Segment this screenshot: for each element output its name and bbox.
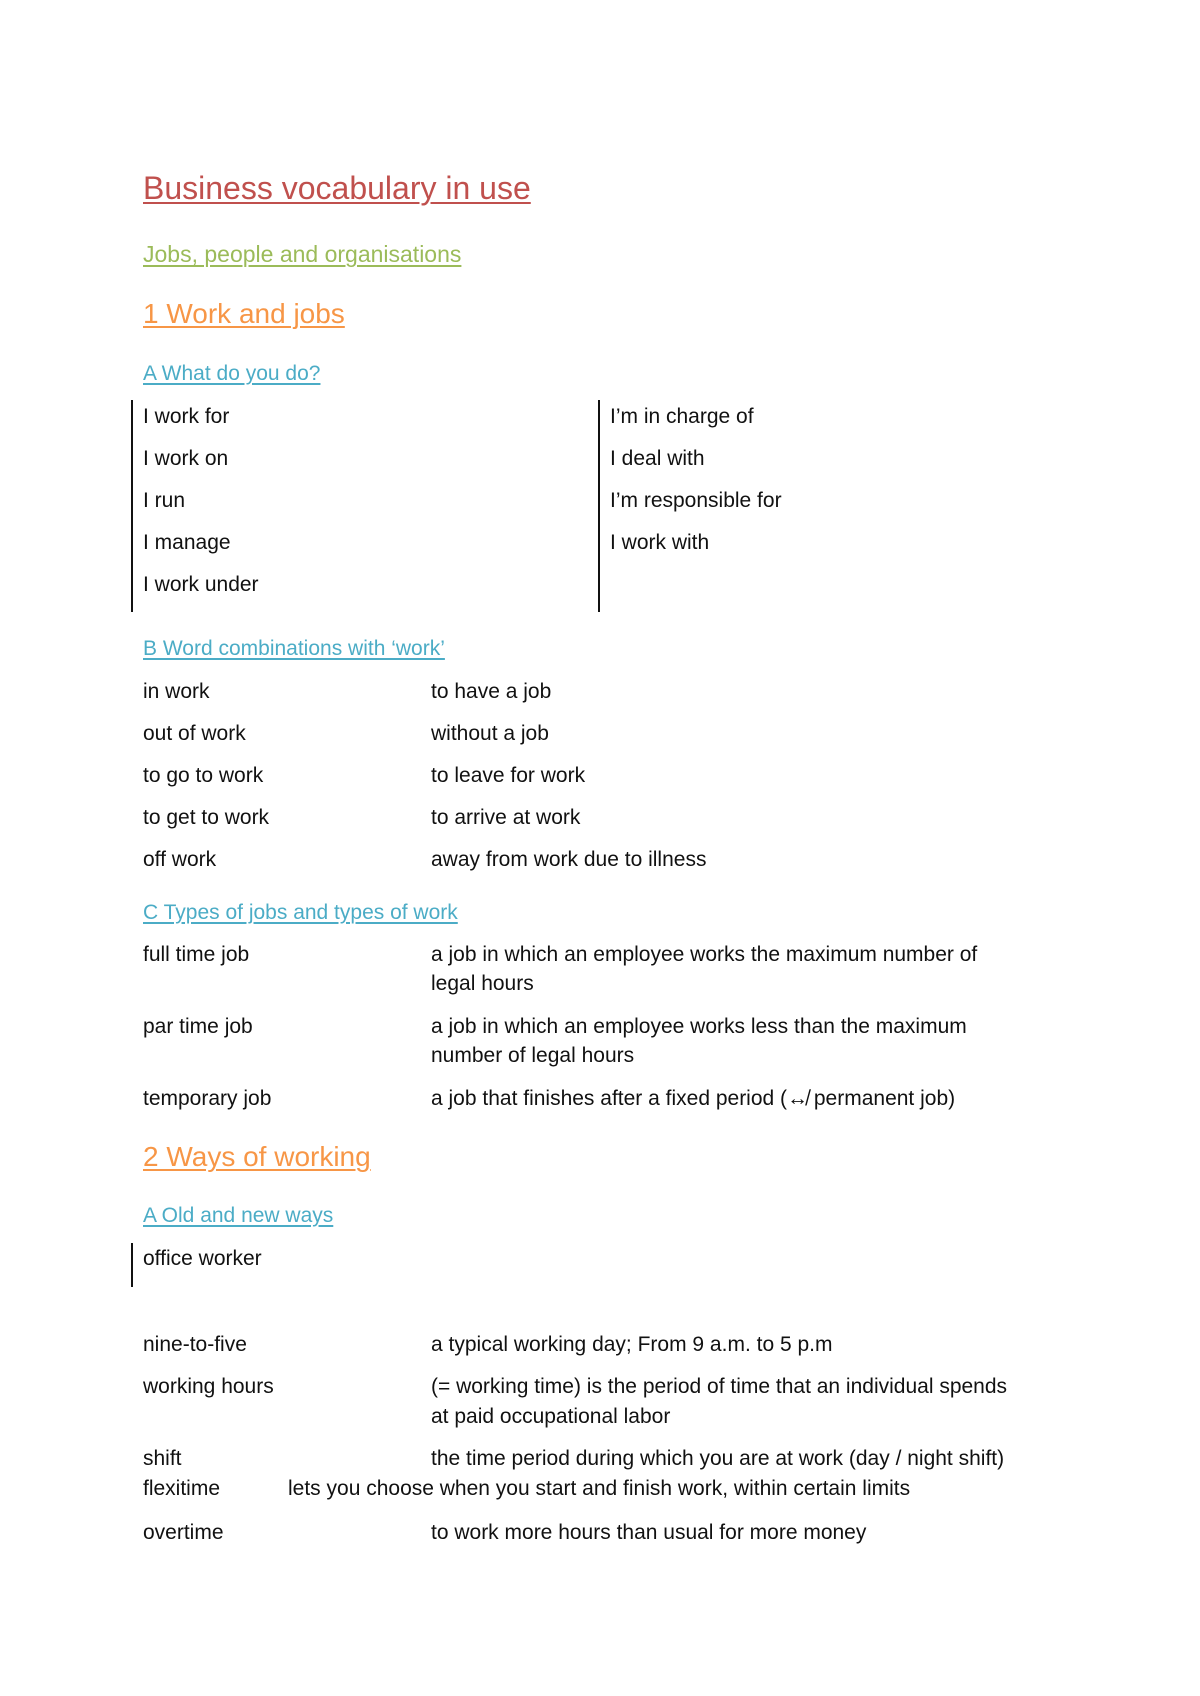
term: nine-to-five [143, 1333, 247, 1356]
definition: a job that finishes after a fixed period (↮ permanent job) [431, 1087, 956, 1110]
definition: without a job [431, 722, 549, 745]
definition: away from work due to illness [431, 848, 707, 871]
document-title: Business vocabulary in use [143, 170, 531, 206]
term: shift [143, 1447, 182, 1470]
term: off work [143, 848, 217, 871]
phrase-item: I work with [610, 531, 710, 554]
definition-continued: legal hours [431, 972, 534, 995]
phrase-item: I manage [143, 531, 231, 554]
definition-continued: number of legal hours [431, 1044, 635, 1067]
section2-a-heading: A Old and new ways [143, 1204, 334, 1227]
phrase-item: I’m in charge of [610, 405, 754, 428]
term: full time job [143, 943, 250, 966]
term: in work [143, 680, 210, 703]
definition: (= working time) is the period of time that an individual spends [431, 1375, 1008, 1398]
definition-continued: at paid occupational labor [431, 1405, 671, 1428]
term: to get to work [143, 806, 270, 829]
phrase-item: I deal with [610, 447, 705, 470]
term: to go to work [143, 764, 264, 787]
document-subtitle: Jobs, people and organisations [143, 241, 462, 267]
term: par time job [143, 1015, 253, 1038]
phrase-item: I work under [143, 573, 259, 596]
term: flexitime [143, 1477, 221, 1500]
term: temporary job [143, 1087, 272, 1110]
section2-heading: 2 Ways of working [143, 1141, 371, 1172]
term: out of work [143, 722, 246, 745]
section1-a-heading: A What do you do? [143, 362, 321, 385]
definition: to leave for work [431, 764, 586, 787]
term: working hours [143, 1375, 274, 1398]
section1-c-heading: C Types of jobs and types of work [143, 901, 458, 924]
section1-heading: 1 Work and jobs [143, 298, 345, 329]
phrase-item: I work on [143, 447, 229, 470]
definition: to have a job [431, 680, 552, 703]
phrase-item: office worker [143, 1247, 262, 1270]
right-column-rule [598, 400, 600, 612]
left-column-rule [131, 400, 133, 612]
term: overtime [143, 1521, 224, 1544]
phrase-item: I run [143, 489, 186, 512]
definition: to arrive at work [431, 806, 581, 829]
definition: lets you choose when you start and finish work, within certain limits [288, 1477, 911, 1500]
phrase-item: I work for [143, 405, 230, 428]
definition: a job in which an employee works the maximum number of [431, 943, 978, 966]
definition: a job in which an employee works less than the maximum [431, 1015, 967, 1038]
definition: a typical working day; From 9 a.m. to 5 p.m [431, 1333, 833, 1356]
section1-b-heading: B Word combinations with ‘work’ [143, 637, 445, 660]
definition: to work more hours than usual for more money [431, 1521, 867, 1544]
office-column-rule [131, 1243, 133, 1287]
definition: the time period during which you are at work (day / night shift) [431, 1447, 1005, 1470]
phrase-item: I’m responsible for [610, 489, 782, 512]
